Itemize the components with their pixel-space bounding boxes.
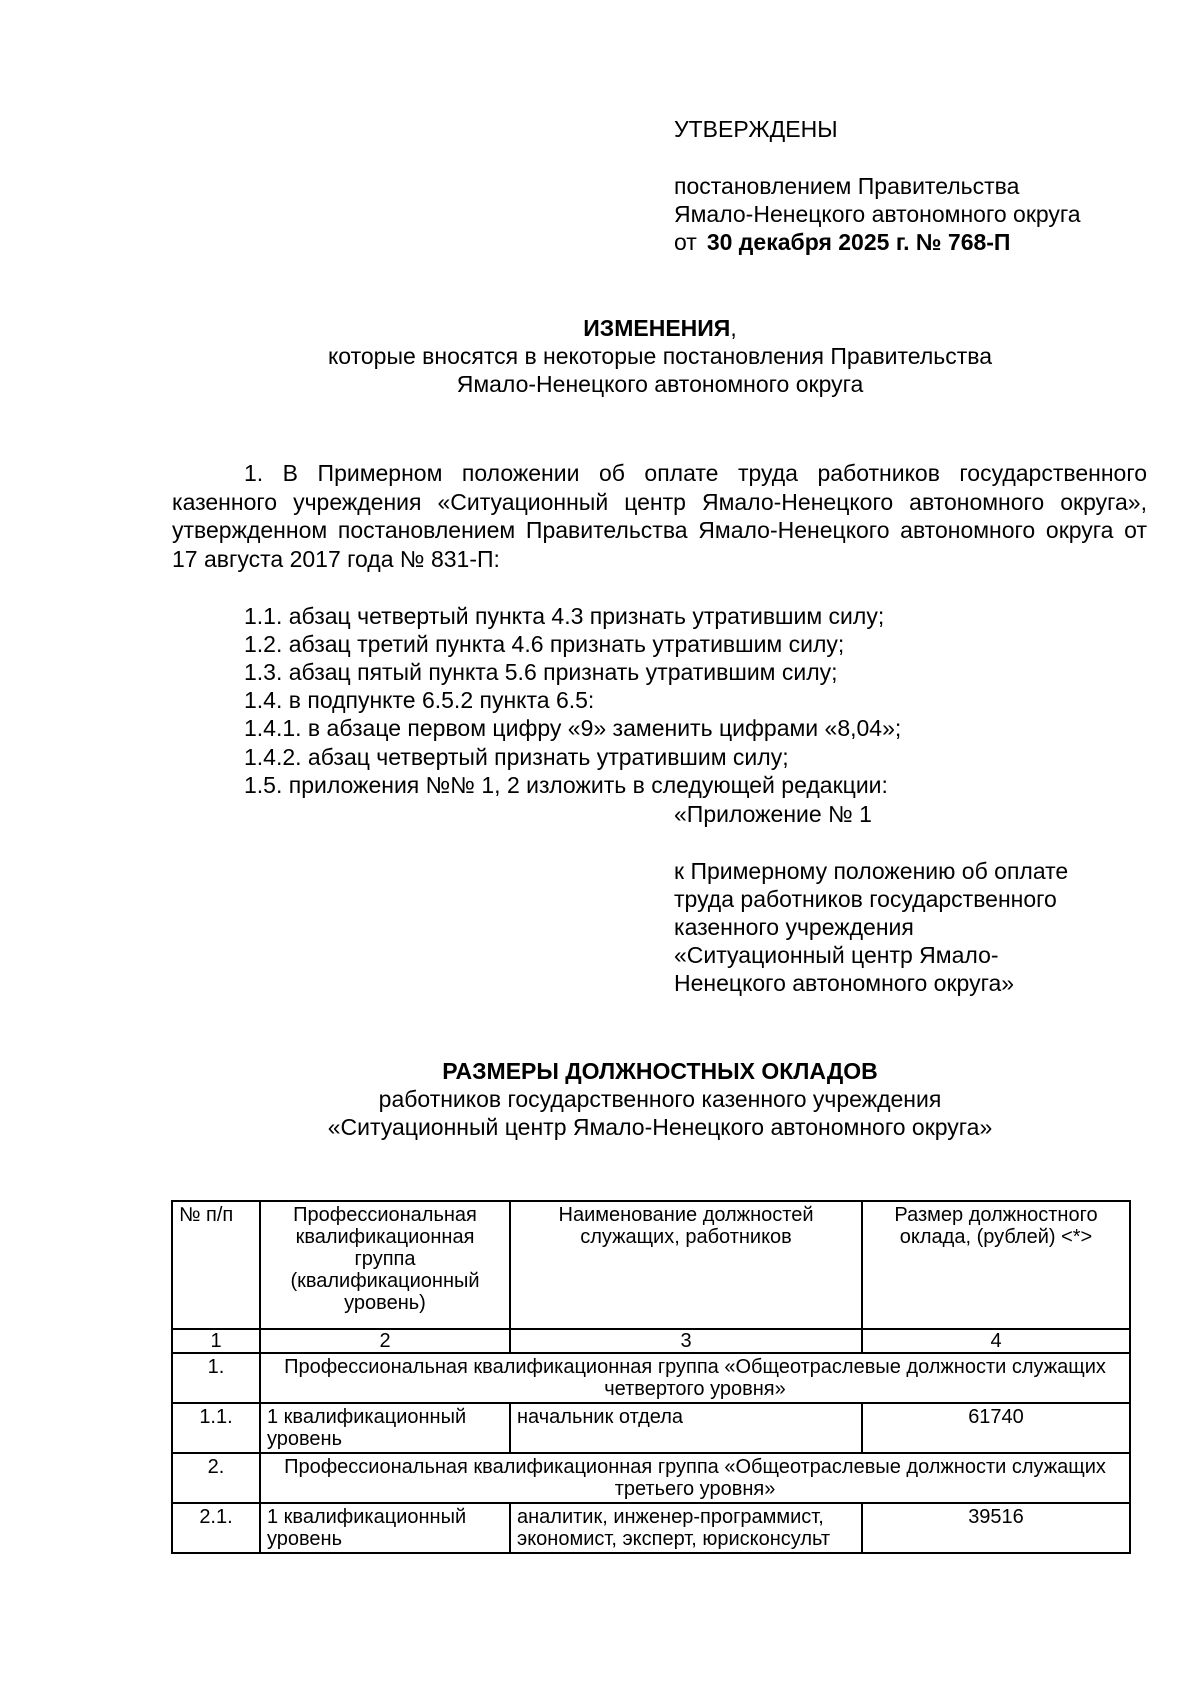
column-number: 3 bbox=[510, 1329, 862, 1353]
item-1-4: 1.4. в подпункте 6.5.2 пункта 6.5: bbox=[244, 687, 595, 713]
header-number: № п/п bbox=[172, 1201, 260, 1329]
item-1-4-1: 1.4.1. в абзаце первом цифру «9» заменить цифрами «8,04»; bbox=[244, 715, 902, 741]
salary-title: РАЗМЕРЫ ДОЛЖНОСТНЫХ ОКЛАДОВ bbox=[442, 1058, 878, 1084]
salary-subtitle-2: «Ситуационный центр Ямало-Ненецкого автономного округа» bbox=[327, 1114, 993, 1140]
column-number: 4 bbox=[862, 1329, 1130, 1353]
group-row bbox=[172, 1353, 1130, 1403]
appendix-title: «Приложение № 1 bbox=[674, 801, 872, 827]
table-row bbox=[172, 1403, 1130, 1453]
item-1-1: 1.1. абзац четвертый пункта 4.3 признать утратившим силу; bbox=[244, 603, 885, 629]
changes-subtitle-1: которые вносятся в некоторые постановления Правительства bbox=[327, 343, 993, 369]
approval-line-3 bbox=[674, 228, 1010, 256]
column-number: 2 bbox=[260, 1329, 510, 1353]
row-salary: 61740 bbox=[862, 1403, 1130, 1453]
group-title: Профессиональная квалификационная группа «Общеотраслевые должности служащих третьего уровня» bbox=[260, 1453, 1130, 1503]
column-number: 1 bbox=[172, 1329, 260, 1353]
item-1-2: 1.2. абзац третий пункта 4.6 признать утратившим силу; bbox=[244, 631, 845, 657]
row-positions: начальник отдела bbox=[510, 1403, 862, 1453]
paragraph-1: 1. В Примерном положении об оплате труда работников государственного казенного учреждения «Ситуационный центр Ямало-Ненецкого автономного округа», утвержденном постановлением Правительства Ямало-Ненецкого автономного округа от 17 августа 2017 года № 831-П: bbox=[172, 460, 1147, 572]
group-title: Профессиональная квалификационная группа «Общеотраслевые должности служащих четвертого уровня» bbox=[260, 1353, 1130, 1403]
column-number-row bbox=[172, 1329, 1130, 1353]
changes-subtitle-2: Ямало-Ненецкого автономного округа bbox=[456, 371, 864, 397]
header-positions: Наименование должностей служащих, работников bbox=[510, 1201, 862, 1329]
header-salary: Размер должностного оклада, (рублей) <*> bbox=[862, 1201, 1130, 1329]
salary-subtitle-1: работников государственного казенного учреждения bbox=[378, 1086, 942, 1112]
row-number: 1.1. bbox=[172, 1403, 260, 1453]
row-level: 1 квалификационный уровень bbox=[260, 1503, 510, 1553]
group-number: 1. bbox=[172, 1353, 260, 1403]
changes-title-bold: ИЗМЕНЕНИЯ bbox=[583, 315, 731, 341]
row-positions: аналитик, инженер-программист, экономист, эксперт, юрисконсульт bbox=[510, 1503, 862, 1553]
approval-title: УТВЕРЖДЕНЫ bbox=[674, 116, 838, 142]
table-header-row bbox=[172, 1201, 1130, 1329]
table-row bbox=[172, 1503, 1130, 1553]
group-number: 2. bbox=[172, 1453, 260, 1503]
approval-line-1: постановлением Правительства bbox=[674, 173, 1020, 199]
item-1-5: 1.5. приложения №№ 1, 2 изложить в следующей редакции: bbox=[244, 772, 888, 798]
row-salary: 39516 bbox=[862, 1503, 1130, 1553]
item-1-3: 1.3. абзац пятый пункта 5.6 признать утратившим силу; bbox=[244, 659, 838, 685]
group-row bbox=[172, 1453, 1130, 1503]
header-group: Профессиональная квалификационная группа (квалификационный уровень) bbox=[260, 1201, 510, 1329]
approval-date-prefix: от bbox=[674, 229, 697, 255]
salary-table bbox=[171, 1200, 1131, 1554]
approval-line-2: Ямало-Ненецкого автономного округа bbox=[674, 201, 1081, 227]
row-number: 2.1. bbox=[172, 1503, 260, 1553]
row-level: 1 квалификационный уровень bbox=[260, 1403, 510, 1453]
appendix-subtitle: к Примерному положению об оплате труда работников государственного казенного учреждения «Ситуационный центр Ямало- Ненецкого автономного округа» bbox=[674, 858, 1069, 996]
item-1-4-2: 1.4.2. абзац четвертый признать утратившим силу; bbox=[244, 744, 789, 770]
changes-title: ИЗМЕНЕНИЯ, bbox=[583, 315, 737, 341]
approval-decree-number: 30 декабря 2025 г. № 768-П bbox=[706, 229, 1011, 255]
